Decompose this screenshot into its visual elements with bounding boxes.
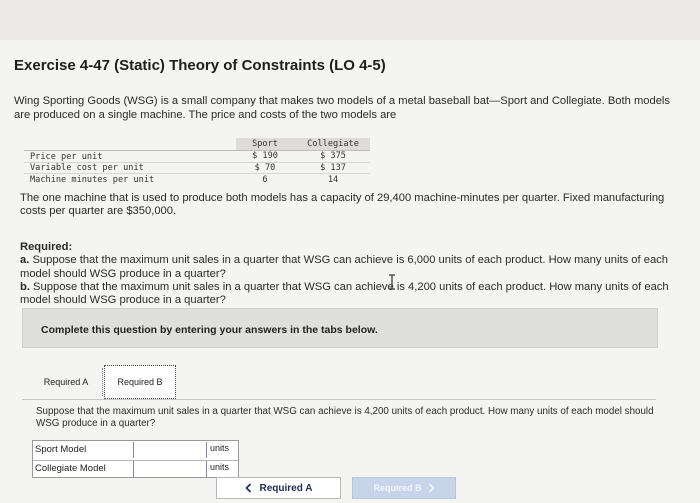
chevron-left-icon <box>245 483 252 493</box>
required-section <box>20 241 700 307</box>
next-required-b-button[interactable] <box>352 477 456 499</box>
column-header-sport: Sport <box>252 139 278 149</box>
capacity-line-2: costs per quarter are $350,000. <box>20 205 177 217</box>
question-text: Suppose that the maximum unit sales in a quarter that WSG can achieve is 4,200 units of each product. How many units of each model should WSG produce in a quarter? <box>36 406 654 429</box>
intro-text <box>14 94 700 122</box>
answer-unit-sport: units <box>210 443 230 453</box>
next-button-label: Required B <box>373 483 422 493</box>
capacity-text <box>20 192 700 218</box>
intro-line-1: Wing Sporting Goods (WSG) is a small company that makes two models of a metal baseball bat—Sport and Collegiate. Both models <box>14 95 671 107</box>
row-label-variable-cost: Variable cost per unit <box>30 163 144 173</box>
answer-row-sport <box>33 442 238 459</box>
cell-sport-machine-minutes: 6 <box>262 175 268 185</box>
cell-sport-price: $ 190 <box>252 151 278 161</box>
table-divider <box>24 173 370 174</box>
tab-panel-border <box>22 399 656 400</box>
collegiate-model-units-input[interactable] <box>133 461 207 477</box>
tab-separator <box>102 368 103 396</box>
row-label-machine-minutes: Machine minutes per unit <box>30 175 155 185</box>
intro-line-2: are produced on a single machine. The price and costs of the two models are <box>14 109 397 121</box>
page-title: Exercise 4-47 (Static) Theory of Constraints (LO 4-5) <box>14 57 386 74</box>
required-b-prefix: b. <box>20 280 30 293</box>
instruction-text: Complete this question by entering your answers in the tabs below. <box>41 324 378 336</box>
required-heading: Required: <box>20 241 73 253</box>
tab-required-a[interactable]: Required A <box>43 377 89 387</box>
required-a-line-2: model should WSG produce in a quarter? <box>20 267 226 280</box>
cell-sport-variable-cost: $ 70 <box>254 163 276 173</box>
cell-collegiate-machine-minutes: 14 <box>327 175 339 185</box>
answer-unit-collegiate: units <box>210 462 230 472</box>
answer-label-sport: Sport Model <box>35 444 87 455</box>
required-a-prefix: a. <box>20 254 30 267</box>
column-header-collegiate: Collegiate <box>307 139 359 149</box>
text-cursor-icon <box>386 274 398 290</box>
prev-button-label: Required A <box>259 482 313 494</box>
chevron-right-icon <box>428 483 435 493</box>
top-band <box>0 0 700 40</box>
row-label-price: Price per unit <box>30 152 103 162</box>
price-cost-table <box>24 138 370 188</box>
tab-required-b[interactable]: Required B <box>104 365 176 399</box>
cell-collegiate-price: $ 375 <box>320 151 346 161</box>
sport-model-units-input[interactable] <box>133 442 207 458</box>
required-b-line-1: Suppose that the maximum unit sales in a quarter that WSG can achieve is 4,200 units of each product. How many units of each <box>29 280 669 293</box>
capacity-line-1: The one machine that is used to produce both models has a capacity of 29,400 machine-minutes per quarter. Fixed manufacturing <box>20 192 665 204</box>
cell-collegiate-variable-cost: $ 137 <box>320 163 346 173</box>
prev-required-a-button[interactable] <box>216 477 341 499</box>
answer-label-collegiate: Collegiate Model <box>35 463 106 474</box>
required-a <box>20 254 700 267</box>
instruction-banner <box>22 308 658 348</box>
required-b <box>20 281 700 294</box>
required-b-line-2: model should WSG produce in a quarter? <box>20 294 226 307</box>
answer-table <box>32 440 239 478</box>
required-a-line-1: Suppose that the maximum unit sales in a quarter that WSG can achieve is 6,000 units of each product. How many units of each <box>29 254 668 267</box>
answer-row-collegiate <box>33 460 238 478</box>
